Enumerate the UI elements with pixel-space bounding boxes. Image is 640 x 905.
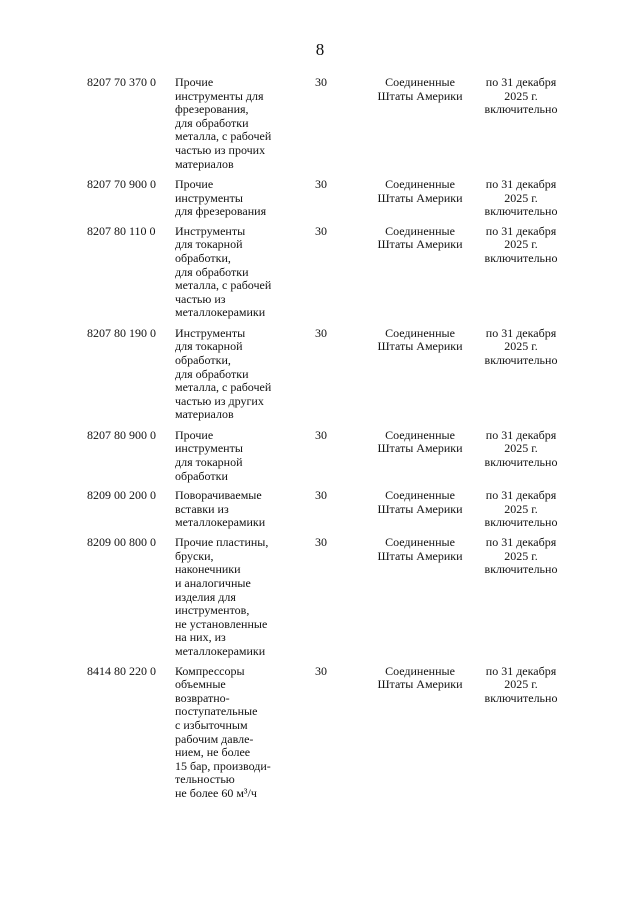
- duty-rate: 30: [315, 223, 327, 238]
- description-line: наконечники: [175, 562, 241, 577]
- country-line: Штаты Америки: [377, 339, 463, 354]
- period-line: по 31 декабря: [485, 488, 557, 503]
- description-line: обработки,: [175, 352, 231, 367]
- country-line: Соединенные: [385, 427, 455, 442]
- description-line: материалов: [175, 156, 234, 171]
- description-line: для обработки: [175, 115, 249, 130]
- country-of-origin: [368, 489, 472, 516]
- tariff-code: 8207 80 110 0: [87, 223, 156, 238]
- description-line: и аналогичные: [175, 575, 251, 590]
- period-line: 2025 г.: [504, 677, 538, 692]
- tariff-table: [0, 76, 640, 815]
- description-line: металлокерамики: [175, 643, 266, 658]
- description-line: металлокерамики: [175, 515, 266, 530]
- description-line: материалов: [175, 407, 234, 422]
- country-line: Соединенные: [385, 75, 455, 89]
- description-line: поступательные: [175, 704, 258, 719]
- description-line: объемные: [175, 677, 226, 692]
- description-line: Поворачиваемые: [175, 488, 262, 503]
- goods-description: [175, 327, 300, 422]
- description-line: вставки из: [175, 501, 229, 516]
- country-line: Штаты Америки: [377, 548, 463, 563]
- tariff-code: 8207 70 900 0: [87, 177, 156, 191]
- table-row: [0, 225, 640, 327]
- description-line: инструменты: [175, 441, 243, 456]
- duty-rate: 30: [315, 177, 327, 191]
- goods-description: [175, 536, 300, 658]
- country-line: Соединенные: [385, 663, 455, 678]
- period-line: 2025 г.: [504, 190, 538, 205]
- period-line: включительно: [484, 690, 558, 705]
- table-row: [0, 536, 640, 664]
- period-line: включительно: [484, 352, 558, 367]
- description-line: инструментов,: [175, 603, 250, 618]
- goods-description: [175, 429, 300, 483]
- tariff-code: 8414 80 220 0: [87, 663, 156, 678]
- duty-rate: 30: [315, 75, 327, 89]
- validity-period: [478, 665, 564, 706]
- country-of-origin: [368, 225, 472, 252]
- period-line: включительно: [484, 454, 558, 469]
- description-line: частью из: [175, 291, 226, 306]
- goods-description: [175, 76, 300, 171]
- description-line: для токарной: [175, 339, 243, 354]
- description-line: металлокерамики: [175, 305, 266, 320]
- country-line: Соединенные: [385, 488, 455, 503]
- tariff-code: 8207 80 190 0: [87, 325, 156, 340]
- description-line: Прочие: [175, 75, 214, 89]
- description-line: инструменты: [175, 190, 243, 205]
- tariff-code: 8207 70 370 0: [87, 75, 156, 89]
- description-line: не установленные: [175, 616, 268, 631]
- country-line: Соединенные: [385, 223, 455, 238]
- tariff-code: 8207 80 900 0: [87, 427, 156, 442]
- description-line: 15 бар, производи-: [175, 758, 271, 773]
- period-line: по 31 декабря: [485, 663, 557, 678]
- period-line: включительно: [484, 515, 558, 530]
- duty-rate: 30: [315, 663, 327, 678]
- period-line: 2025 г.: [504, 237, 538, 252]
- description-line: Компрессоры: [175, 663, 245, 678]
- table-row: [0, 327, 640, 429]
- page-number: 8: [315, 40, 325, 59]
- description-line: обработки: [175, 468, 228, 483]
- country-of-origin: [368, 665, 472, 692]
- description-line: Прочие: [175, 427, 214, 442]
- validity-period: [478, 178, 564, 219]
- country-of-origin: [368, 178, 472, 205]
- validity-period: [478, 327, 564, 368]
- period-line: по 31 декабря: [485, 535, 557, 550]
- description-line: бруски,: [175, 548, 214, 563]
- duty-rate: 30: [315, 427, 327, 442]
- country-line: Штаты Америки: [377, 441, 463, 456]
- description-line: фрезерования,: [175, 102, 249, 117]
- period-line: включительно: [484, 250, 558, 265]
- period-line: по 31 декабря: [485, 75, 557, 89]
- table-row: [0, 665, 640, 815]
- description-line: инструменты для: [175, 88, 264, 103]
- country-line: Соединенные: [385, 177, 455, 191]
- period-line: 2025 г.: [504, 441, 538, 456]
- period-line: 2025 г.: [504, 88, 538, 103]
- country-line: Штаты Америки: [377, 237, 463, 252]
- description-line: для токарной: [175, 454, 243, 469]
- period-line: включительно: [484, 102, 558, 117]
- country-line: Соединенные: [385, 325, 455, 340]
- goods-description: [175, 489, 300, 530]
- description-line: для токарной: [175, 237, 243, 252]
- description-line: частью из других: [175, 393, 264, 408]
- table-row: [0, 429, 640, 489]
- duty-rate: 30: [315, 535, 327, 550]
- country-line: Штаты Америки: [377, 501, 463, 516]
- description-line: не более 60 м³/ч: [175, 785, 257, 800]
- validity-period: [478, 225, 564, 266]
- description-line: рабочим давле-: [175, 731, 254, 746]
- table-row: [0, 489, 640, 536]
- country-line: Соединенные: [385, 535, 455, 550]
- goods-description: [175, 665, 300, 801]
- period-line: включительно: [484, 562, 558, 577]
- duty-rate: 30: [315, 488, 327, 503]
- description-line: Прочие пластины,: [175, 535, 269, 550]
- country-of-origin: [368, 536, 472, 563]
- description-line: для обработки: [175, 264, 249, 279]
- validity-period: [478, 429, 564, 470]
- description-line: с избыточным: [175, 717, 248, 732]
- description-line: Прочие: [175, 177, 214, 191]
- validity-period: [478, 536, 564, 577]
- period-line: 2025 г.: [504, 501, 538, 516]
- period-line: 2025 г.: [504, 339, 538, 354]
- description-line: изделия для: [175, 589, 236, 604]
- validity-period: [478, 76, 564, 117]
- period-line: по 31 декабря: [485, 223, 557, 238]
- period-line: по 31 декабря: [485, 325, 557, 340]
- country-of-origin: [368, 76, 472, 103]
- country-line: Штаты Америки: [377, 677, 463, 692]
- period-line: по 31 декабря: [485, 177, 557, 191]
- period-line: 2025 г.: [504, 548, 538, 563]
- description-line: тельностью: [175, 772, 235, 787]
- period-line: по 31 декабря: [485, 427, 557, 442]
- goods-description: [175, 225, 300, 320]
- description-line: нием, не более: [175, 745, 251, 760]
- goods-description: [175, 178, 300, 219]
- description-line: металла, с рабочей: [175, 278, 272, 293]
- country-line: Штаты Америки: [377, 88, 463, 103]
- description-line: обработки,: [175, 250, 231, 265]
- description-line: металла, с рабочей: [175, 380, 272, 395]
- table-row: [0, 178, 640, 225]
- description-line: металла, с рабочей: [175, 129, 272, 144]
- country-of-origin: [368, 327, 472, 354]
- description-line: для фрезерования: [175, 204, 267, 219]
- table-row: [0, 76, 640, 178]
- duty-rate: 30: [315, 325, 327, 340]
- tariff-code: 8209 00 800 0: [87, 535, 156, 550]
- validity-period: [478, 489, 564, 530]
- tariff-code: 8209 00 200 0: [87, 488, 156, 503]
- description-line: частью из прочих: [175, 142, 266, 157]
- description-line: Инструменты: [175, 223, 246, 238]
- description-line: Инструменты: [175, 325, 246, 340]
- description-line: возвратно-: [175, 690, 230, 705]
- country-of-origin: [368, 429, 472, 456]
- description-line: для обработки: [175, 366, 249, 381]
- country-line: Штаты Америки: [377, 190, 463, 205]
- period-line: включительно: [484, 204, 558, 219]
- description-line: на них, из: [175, 630, 226, 645]
